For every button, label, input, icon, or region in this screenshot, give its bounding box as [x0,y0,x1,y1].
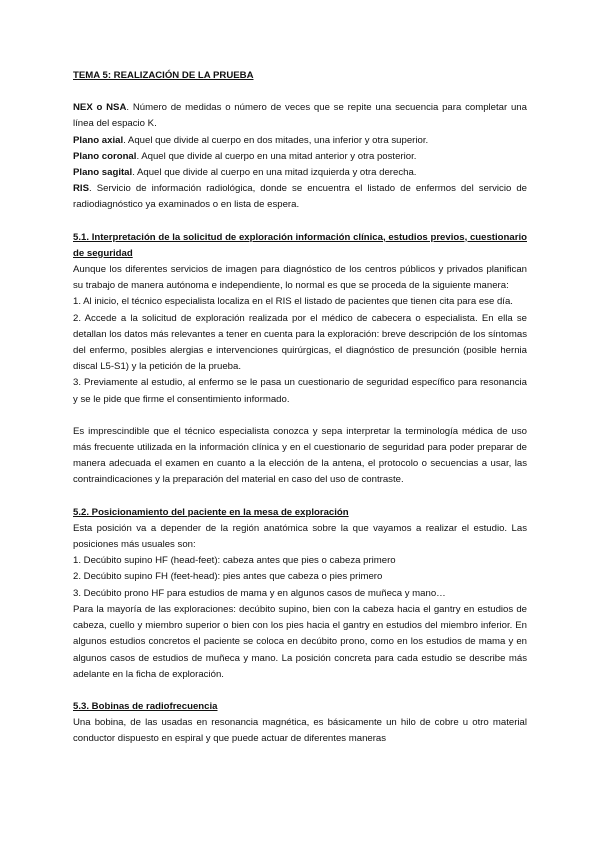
definition-text: . Número de medidas o número de veces que se repite una secuencia para completar una línea del espacio K. [73,102,527,130]
section-5-2-intro: Esta posición va a depender de la región anatómica sobre la que vayamos a realizar el estudio. Las posiciones más usuales son: [73,522,527,551]
definition-term: RIS [73,183,89,195]
section-5-3-text: Una bobina, de las usadas en resonancia magnética, es básicamente un hilo de cobre u otro material conductor dispuesto en espiral y que puede actuar de diferentes maneras [73,717,527,745]
definition-nex [73,100,527,132]
document-page [73,68,527,748]
document-title: TEMA 5: REALIZACIÓN DE LA PRUEBA [73,70,254,81]
definition-text: . Aquel que divide al cuerpo en una mitad anterior y otra posterior. [136,150,417,162]
definition-plano-axial [73,133,527,149]
section-5-1-closing: Es imprescindible que el técnico especialista conozca y sepa interpretar la terminología médica de uso más frecuente utilizada en la información clínica y en el cuestionario de seguridad para poder preparar de manera adecuada el examen en cuanto a la elección de la antena, el protocolo o secuencias a usar, las contraindicaciones y la preparación del material en caso del uso de contraste. [73,425,527,486]
definition-ris [73,181,527,213]
section-5-2-item-1: 1. Decúbito supino HF (head-feet): cabeza antes que pies o cabeza primero [73,555,396,567]
definition-term: Plano coronal [73,150,137,162]
definition-text: . Aquel que divide al cuerpo en dos mitades, una inferior y otra superior. [123,134,429,146]
definition-text: . Aquel que divide al cuerpo en una mitad izquierda y otra derecha. [132,167,417,179]
section-5-2-closing: Para la mayoría de las exploraciones: decúbito supino, bien con la cabeza hacia el gantry en estudios de cabeza, cuello y miembro superior o bien con los pies hacia el gantry en estudios del miembro inferior. En algunos estudios concretos el paciente se coloca en decúbito prono, como en los estudios de mama y en algunos casos de estudios de muñeca y mano. La posición concreta para cada estudio se describe más adelante en la ficha de exploración. [73,603,527,680]
section-heading-5-3: 5.3. Bobinas de radiofrecuencia [73,700,218,712]
section-5-1-item-3: 3. Previamente al estudio, al enfermo se le pasa un cuestionario de seguridad específico para resonancia y se le pide que firme el consentimiento informado. [73,377,527,405]
section-heading-5-2: 5.2. Posicionamiento del paciente en la mesa de exploración [73,506,349,518]
section-5-2-item-3: 3. Decúbito prono HF para estudios de mama y en algunos casos de muñeca y mano… [73,587,446,599]
definition-term: Plano axial [73,134,124,146]
definition-plano-sagital [73,165,527,181]
section-5-1-intro: Aunque los diferentes servicios de imagen para diagnóstico de los centros públicos y privados planifican su trabajo de manera autónoma e independiente, lo normal es que se proceda de la siguiente manera: [73,264,527,292]
section-5-1-item-2: 2. Accede a la solicitud de exploración realizada por el médico de cabecera o especialista. En ella se detallan los datos más relevantes a tener en cuenta para la exploración: breve descripción de los síntomas del enfermo, posibles alergias e intervenciones quirúrgicas, el diagnóstico de presunción (posible hernia discal L5-S1) y la petición de la prueba. [73,312,527,373]
section-5-1-item-1: 1. Al inicio, el técnico especialista localiza en el RIS el listado de pacientes que tienen cita para ese día. [73,296,513,308]
definition-plano-coronal [73,149,527,165]
section-5-2-item-2: 2. Decúbito supino FH (feet-head): pies antes que cabeza o pies primero [73,571,383,583]
section-heading-5-1: 5.1. Interpretación de la solicitud de exploración información clínica, estudios previos, cuestionario de seguridad [73,231,527,259]
definition-text: . Servicio de información radiológica, donde se encuentra el listado de enfermos del servicio de radiodiagnóstico ya examinados o en lista de espera. [73,183,527,211]
definition-term: NEX o NSA [73,102,127,114]
definition-term: Plano sagital [73,167,133,179]
